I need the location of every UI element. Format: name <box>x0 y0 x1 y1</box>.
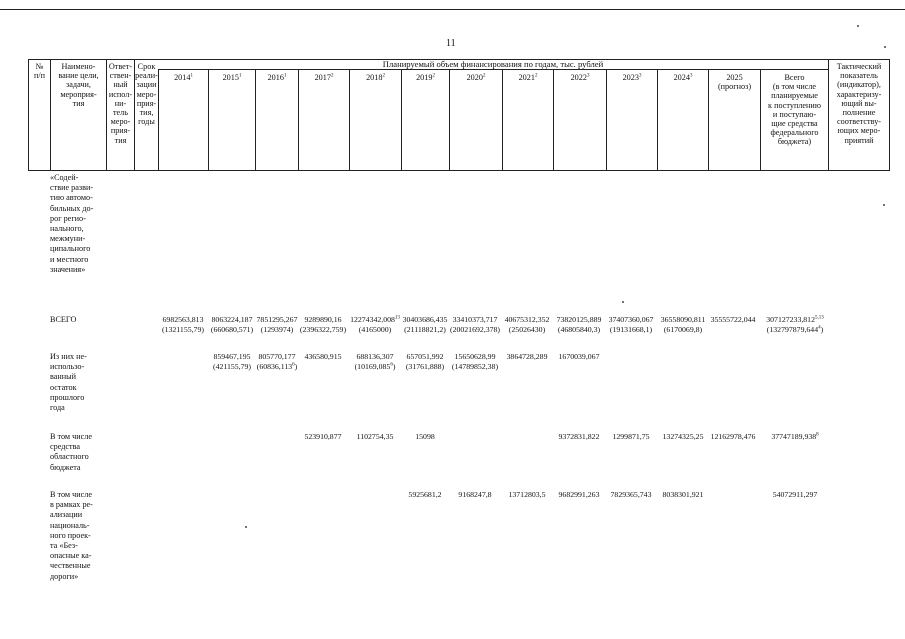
header-financing-title: Планируемый объем финансирования по годам, тыс. рублей <box>382 59 604 69</box>
header-year-label: 2021 <box>518 73 535 82</box>
header-year <box>158 69 208 171</box>
table-cell <box>539 352 619 362</box>
footnote-mark: 3 <box>586 73 590 79</box>
footnote-mark: 2 <box>482 73 486 79</box>
footnote-mark: 2 <box>330 73 334 79</box>
header-year-label: 2020 <box>466 73 483 82</box>
cell-federal-number: (1293974) <box>260 325 294 334</box>
header-year <box>255 69 298 171</box>
cell-number: 307127233,812 <box>766 315 815 324</box>
top-rule <box>0 9 905 10</box>
cell-value <box>755 490 835 500</box>
cell-value <box>385 432 465 442</box>
footnote-mark: 2 <box>534 73 538 79</box>
cell-number: 13274325,25 <box>662 432 704 441</box>
header-year-label: 2018 <box>366 73 383 82</box>
cell-number: 7829365,743 <box>610 490 652 499</box>
cell-number: 9372831,822 <box>558 432 600 441</box>
cell-federal-number: (2396322,759) <box>299 325 347 334</box>
footnote-mark: 6 <box>390 362 393 368</box>
header-year <box>349 69 401 171</box>
cell-number: 7851295,267 <box>256 315 298 324</box>
cell-number: 12162978,476 <box>710 432 756 441</box>
header-year <box>208 69 255 171</box>
header-year <box>502 69 553 171</box>
header-year <box>657 69 708 171</box>
footnote-mark: 5,13 <box>814 315 824 321</box>
row-label: «Содей- ствие разви- тию автомо- бильных до- рог регио- нального, межмуни- ципального и местного значения» <box>50 173 94 274</box>
cell-federal-number: (1321155,79) <box>162 325 204 334</box>
header-responsible: Ответ- ствен- ный испол- ни- тель меро- прия- тия <box>106 59 134 171</box>
cell-federal-number: (31761,888) <box>405 362 445 371</box>
cell-number: 8063224,187 <box>211 315 253 324</box>
cell-federal-share <box>237 362 317 372</box>
cell-federal-number: (14789852,38) <box>451 362 499 371</box>
cell-number: 859467,195 <box>213 352 251 361</box>
cell-federal-number: (6170069,8) <box>663 325 703 334</box>
cell-federal-share <box>435 362 515 372</box>
cell-number: 54072911,297 <box>772 490 818 499</box>
header-indicator: Тактический показатель (индикатор), характеризу- ющий вы- полнение соответству- ющих меро- приятий <box>828 59 889 171</box>
scan-speck <box>883 204 885 206</box>
cell-federal-number: (660680,571) <box>210 325 254 334</box>
row-label: Из них не- использо- ванный остаток прошлого года <box>50 352 87 413</box>
cell-number: 688136,307 <box>356 352 394 361</box>
row-label: В том числе средства областного бюджета <box>50 432 92 472</box>
cell-number: 805770,177 <box>258 352 296 361</box>
cell-federal-number: (25026430) <box>508 325 546 334</box>
cell-number: 33410373,717 <box>452 315 498 324</box>
cell-federal-share <box>643 325 723 335</box>
footnote-mark: 4 <box>818 325 821 331</box>
cell-value <box>643 490 723 500</box>
table-cell <box>755 490 835 500</box>
header-term: Срок реали- зации меро- прия- тия, годы <box>134 59 158 171</box>
cell-number: 9682991,263 <box>558 490 600 499</box>
header-year <box>708 69 760 171</box>
cell-number: 1299871,75 <box>612 432 650 441</box>
cell-federal-number: (20021692,378) <box>449 325 501 334</box>
cell-number: 657051,992 <box>406 352 444 361</box>
header-year <box>449 69 502 171</box>
cell-bracket: ) <box>392 362 396 371</box>
table-cell <box>643 490 723 500</box>
header-year-label: 2019 <box>416 73 433 82</box>
cell-number: 3864728,289 <box>506 352 548 361</box>
header-year <box>553 69 606 171</box>
footnote-mark: 1 <box>238 73 242 79</box>
cell-federal-number: (10169,085 <box>354 362 391 371</box>
header-year-label: 2023 <box>622 73 639 82</box>
cell-number: 40675312,352 <box>504 315 550 324</box>
cell-federal-number: (19131668,1) <box>609 325 653 334</box>
footnote-mark: 3 <box>689 73 693 79</box>
scan-speck <box>622 301 624 303</box>
cell-federal-number: (132797879,644 <box>766 325 819 334</box>
scan-speck <box>857 25 859 27</box>
page-number: 11 <box>446 38 456 49</box>
cell-number: 523910,877 <box>304 432 342 441</box>
cell-value <box>539 352 619 362</box>
cell-number: 9168247,8 <box>458 490 492 499</box>
cell-number: 12274342,008 <box>350 315 395 324</box>
header-year-label: 2015 <box>222 73 239 82</box>
cell-number: 30403686,435 <box>402 315 448 324</box>
scan-speck <box>884 46 886 48</box>
header-year <box>606 69 657 171</box>
header-year-label: 2024 <box>673 73 690 82</box>
table-cell <box>755 315 835 335</box>
cell-federal-number: (21118821,2) <box>404 325 446 334</box>
cell-federal-share <box>755 325 835 335</box>
cell-bracket: ) <box>820 325 824 334</box>
cell-bracket: ) <box>294 362 298 371</box>
row-label: ВСЕГО <box>50 315 77 324</box>
footnote-mark: 2 <box>432 73 435 79</box>
header-year <box>401 69 449 171</box>
cell-number: 37747189,938 <box>771 432 817 441</box>
cell-federal-number: (60836,113 <box>256 362 293 371</box>
cell-number: 8038301,921 <box>662 490 704 499</box>
footnote-mark: 1 <box>190 73 193 79</box>
cell-number: 9289890,16 <box>304 315 342 324</box>
header-right-border <box>889 59 890 171</box>
cell-number: 35555722,044 <box>710 315 756 324</box>
cell-number: 1670039,067 <box>558 352 600 361</box>
footnote-mark: 1 <box>283 73 287 79</box>
cell-number: 15098 <box>415 432 435 441</box>
header-year-label: 2016 <box>267 73 284 82</box>
table-cell <box>755 432 835 442</box>
header-year-label: 2017 <box>314 73 331 82</box>
cell-federal-number: (46805840,3) <box>557 325 601 334</box>
footnote-mark: 6 <box>292 362 295 368</box>
footnote-mark: 3 <box>638 73 642 79</box>
header-year <box>298 69 349 171</box>
header-year-label: 2025 (прогноз) <box>717 73 752 92</box>
cell-value <box>755 432 835 442</box>
header-year-label: 2022 <box>570 73 587 82</box>
table-cell <box>385 432 465 442</box>
cell-number: 436580,915 <box>304 352 342 361</box>
cell-number: 37407360,067 <box>608 315 654 324</box>
cell-number: 15650628,99 <box>454 352 496 361</box>
cell-federal-number: (4165000) <box>358 325 392 334</box>
header-number: № п/п <box>28 59 50 171</box>
cell-number: 5925681,2 <box>408 490 442 499</box>
footnote-mark: 8 <box>816 432 819 438</box>
header-total: Всего (в том числе планируемые к поступлению и поступаю- щие средства федерального бюджета) <box>760 69 828 171</box>
cell-number: 36558090,811 <box>660 315 706 324</box>
cell-number: 1102754,35 <box>356 432 394 441</box>
row-label: В том числе в рамках ре- ализации националь- ного проек- та «Без- опасные ка- чественные дороги» <box>50 490 93 581</box>
cell-number: 13712803,5 <box>508 490 546 499</box>
header-year-label: 2014 <box>174 73 191 82</box>
cell-number: 6982563,813 <box>162 315 204 324</box>
footnote-mark: 2 <box>382 73 385 79</box>
footnote-mark: 13 <box>394 315 400 321</box>
cell-value <box>755 315 835 325</box>
header-name: Наимено- вание цели, задачи, мероприя- тия <box>50 59 106 171</box>
cell-number: 73820125,889 <box>556 315 602 324</box>
cell-federal-number: (421155,79) <box>212 362 252 371</box>
scan-speck <box>245 526 247 528</box>
